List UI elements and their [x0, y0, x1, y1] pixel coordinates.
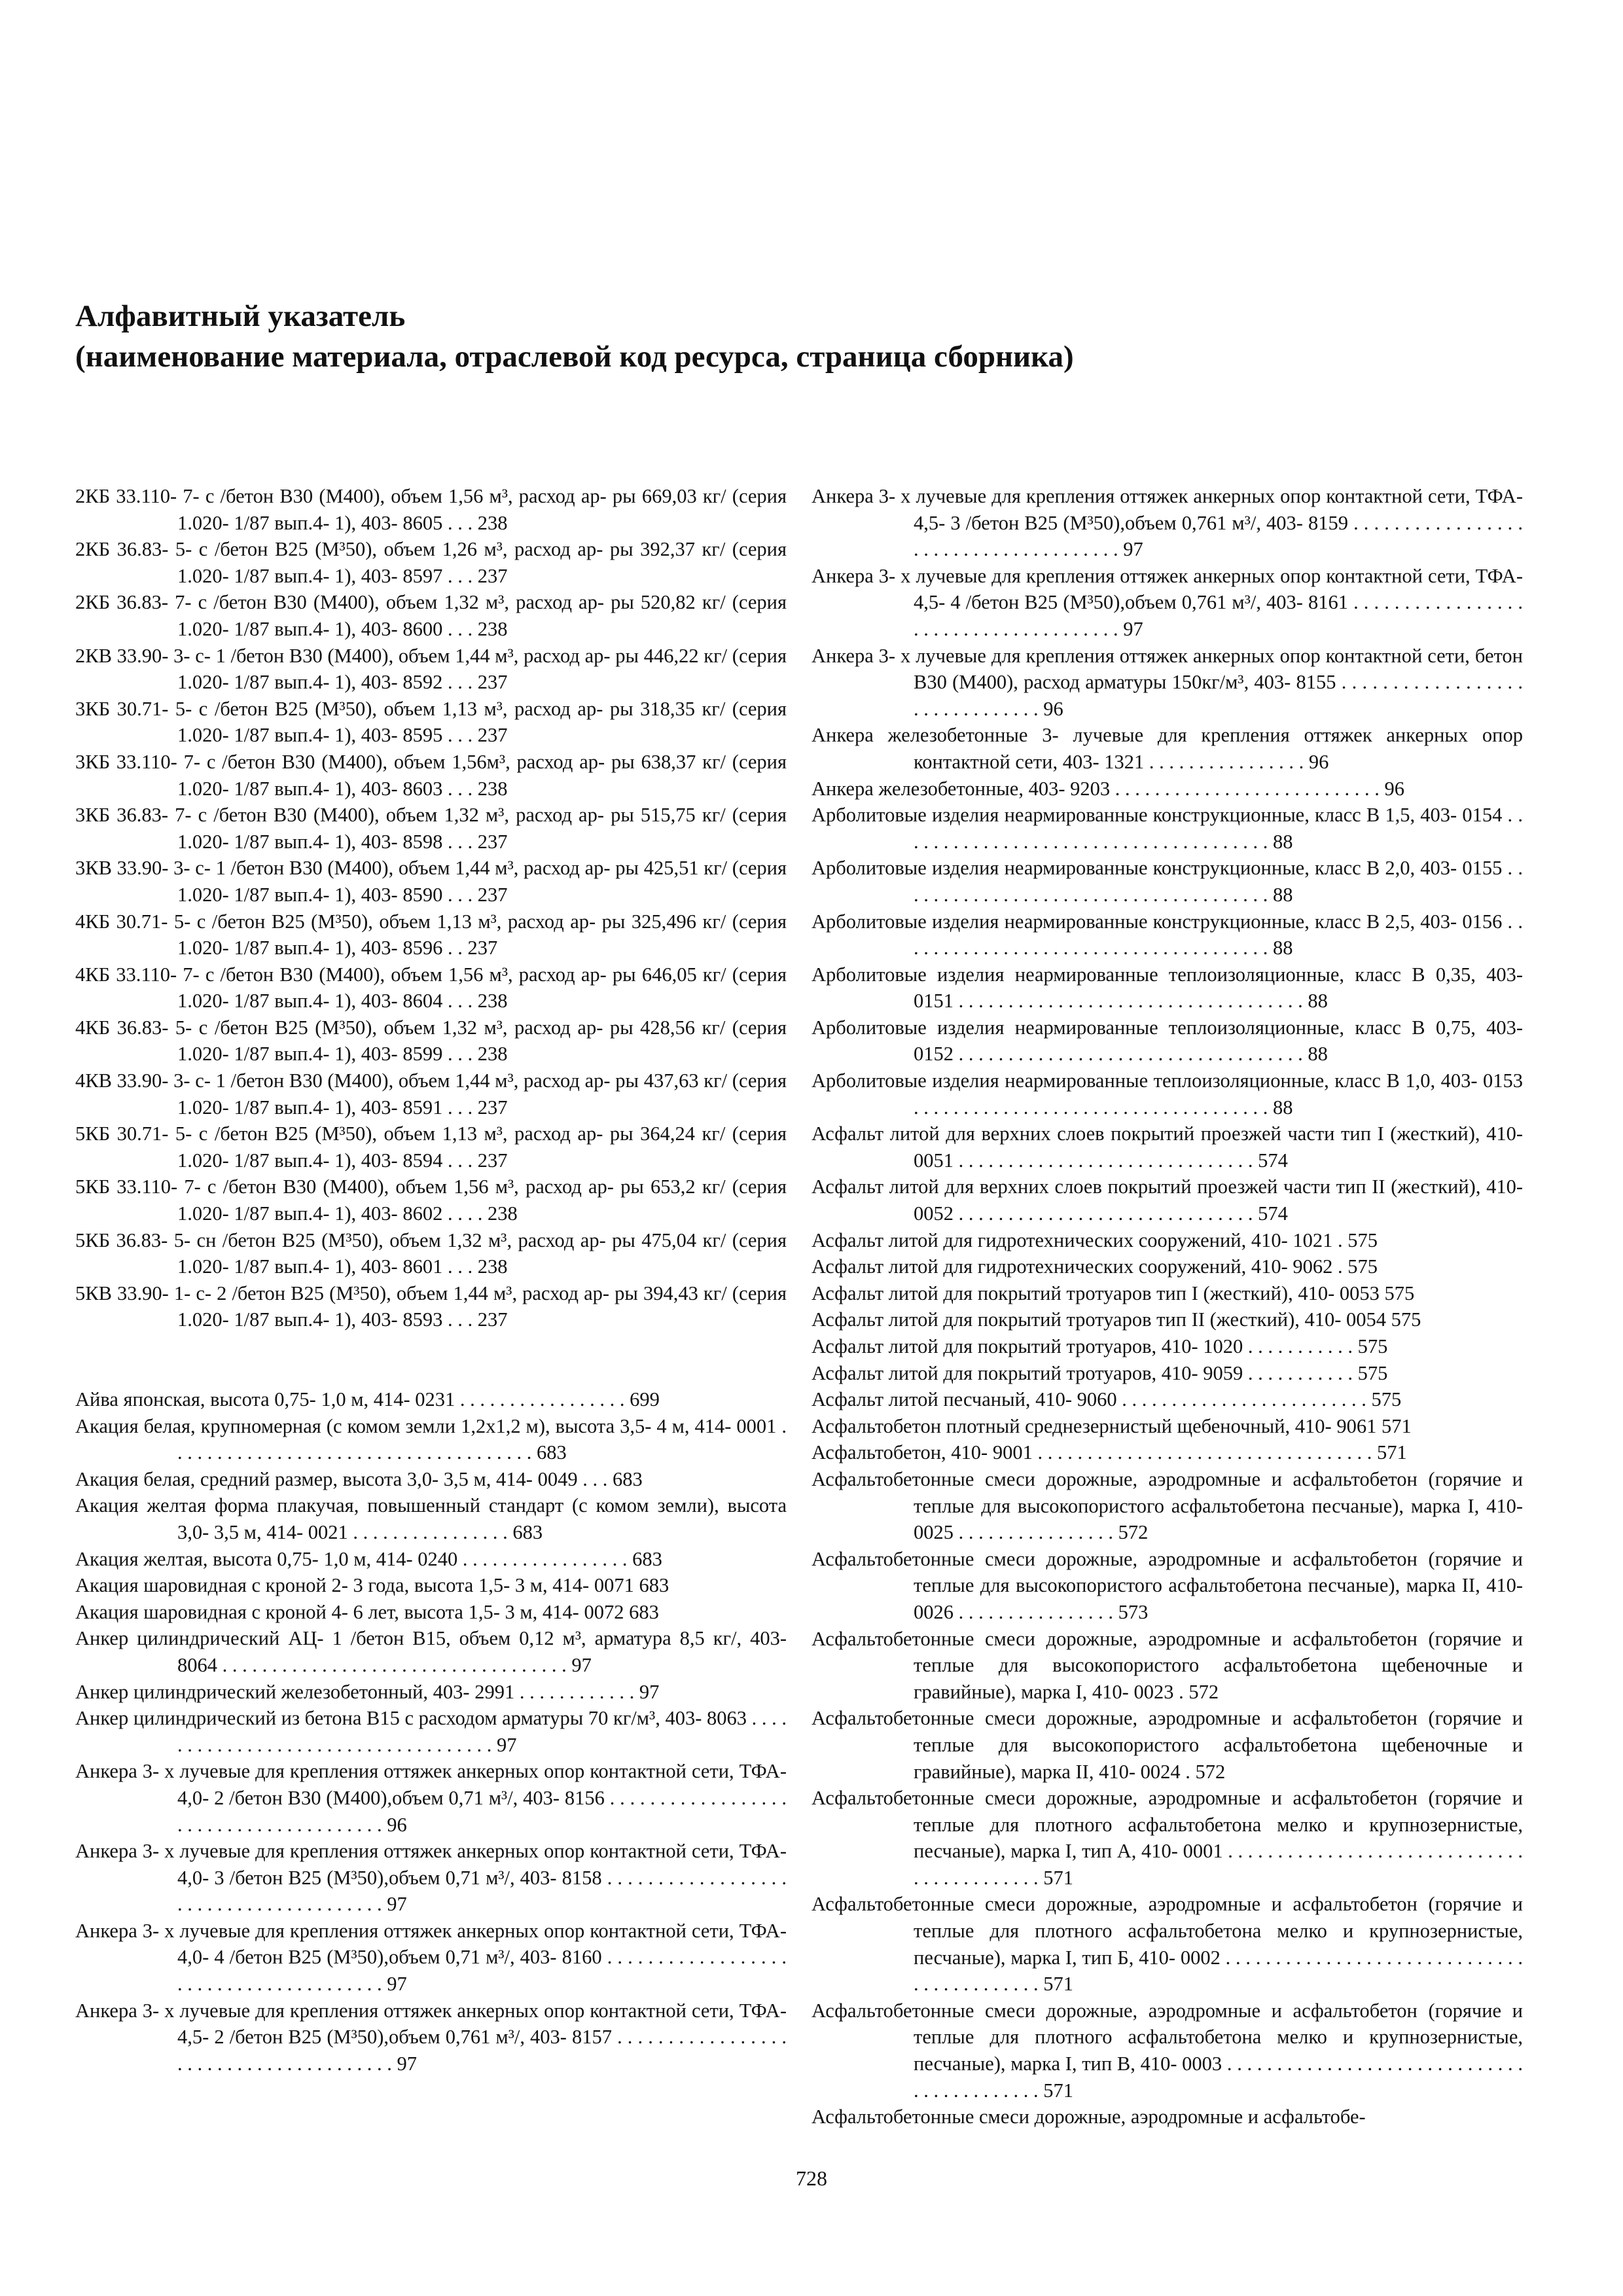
index-entry: Анкера 3- х лучевые для крепления оттяжек анкерных опор контактной сети, ТФА- 4,5- 2 /бетон В25 (М³50),объем 0,761 м³/, 403- 8157 . . . . . . . . . . . . . . . . . . . . . . . . . . . . . . . . . . . . . . . 97: [75, 1999, 787, 2075]
index-entry: 4КБ 36.83- 5- с /бетон В25 (М³50), объем 1,32 м³, расход ар- ры 428,56 кг/ (серия 1.020- 1/87 вып.4- 1), 403- 8599 . . . 238: [75, 1016, 787, 1066]
index-entry: 4КБ 30.71- 5- с /бетон В25 (М³50), объем 1,13 м³, расход ар- ры 325,496 кг/ (серия 1.020- 1/87 вып.4- 1), 403- 8596 . . 237: [75, 910, 787, 960]
index-entry: Анкера железобетонные 3- лучевые для крепления оттяжек анкерных опор контактной сети, 403- 1321 . . . . . . . . . . . . . . . . 96: [812, 724, 1523, 773]
index-entry: Асфальт литой для гидротехнических сооружений, 410- 9062 . 575: [812, 1255, 1378, 1278]
index-entry: Асфальт литой для верхних слоев покрытий проезжей части тип I (жесткий), 410- 0051 . . . . . . . . . . . . . . . . . . . . . . . . . . . . . . 574: [812, 1122, 1523, 1172]
index-entry: Акация шаровидная с кроной 4- 6 лет, высота 1,5- 3 м, 414- 0072 683: [75, 1600, 659, 1623]
page-title-block: [75, 296, 1580, 377]
index-entry: Анкер цилиндрический железобетонный, 403- 2991 . . . . . . . . . . . . 97: [75, 1680, 660, 1703]
index-entry: 2КВ 33.90- 3- с- 1 /бетон В30 (М400), объем 1,44 м³, расход ар- ры 446,22 кг/ (серия 1.020- 1/87 вып.4- 1), 403- 8592 . . . 237: [75, 644, 787, 694]
index-entry: Анкера 3- х лучевые для крепления оттяжек анкерных опор контактной сети, ТФА- 4,0- 3 /бетон В25 (М³50),объем 0,71 м³/, 403- 8158 . . . . . . . . . . . . . . . . . . . . . . . . . . . . . . . . . . . . . . . 97: [75, 1840, 787, 1916]
index-entry: Асфальтобетон, 410- 9001 . . . . . . . . . . . . . . . . . . . . . . . . . . . . . . . . . . 571: [812, 1441, 1407, 1464]
index-entry: Анкера железобетонные, 403- 9203 . . . . . . . . . . . . . . . . . . . . . . . . . . . 96: [812, 777, 1404, 800]
index-entry: Анкера 3- х лучевые для крепления оттяжек анкерных опор контактной сети, ТФА- 4,5- 3 /бетон В25 (М³50),объем 0,761 м³/, 403- 8159 . . . . . . . . . . . . . . . . . . . . . . . . . . . . . . . . . . . . . . 97: [812, 485, 1523, 561]
index-entry: 2КБ 36.83- 7- с /бетон В30 (М400), объем 1,32 м³, расход ар- ры 520,82 кг/ (серия 1.020- 1/87 вып.4- 1), 403- 8600 . . . 238: [75, 591, 787, 640]
index-entry: Асфальт литой для покрытий тротуаров тип I (жесткий), 410- 0053 575: [812, 1282, 1415, 1304]
index-entry: 3КВ 33.90- 3- с- 1 /бетон В30 (М400), объем 1,44 м³, расход ар- ры 425,51 кг/ (серия 1.020- 1/87 вып.4- 1), 403- 8590 . . . 237: [75, 857, 787, 906]
index-group-codes: [75, 483, 787, 1333]
index-entry: Асфальтобетонные смеси дорожные, аэродромные и асфальтобетон (горячие и теплые для плотного асфальтобетона мелко и крупнозернистые, песчаные), марка I, тип Б, 410- 0002 . . . . . . . . . . . . . . . . . . . . . . . . . . . . . . . . . . . . . . . . . . . 571: [812, 1893, 1523, 1996]
index-entry: 3КБ 33.110- 7- с /бетон В30 (М400), объем 1,56м³, расход ар- ры 638,37 кг/ (серия 1.020- 1/87 вып.4- 1), 403- 8603 . . . 238: [75, 750, 787, 800]
index-entry: 5КВ 33.90- 1- с- 2 /бетон В25 (М³50), объем 1,44 м³, расход ар- ры 394,43 кг/ (серия 1.020- 1/87 вып.4- 1), 403- 8593 . . . 237: [75, 1282, 787, 1331]
index-entry: 4КВ 33.90- 3- с- 1 /бетон В30 (М400), объем 1,44 м³, расход ар- ры 437,63 кг/ (серия 1.020- 1/87 вып.4- 1), 403- 8591 . . . 237: [75, 1069, 787, 1119]
index-entry: Анкера 3- х лучевые для крепления оттяжек анкерных опор контактной сети, бетон В30 (М400), расход арматуры 150кг/м³, 403- 8155 . . . . . . . . . . . . . . . . . . . . . . . . . . . . . . . 96: [812, 644, 1523, 720]
index-entry: Арболитовые изделия неармированные конструкционные, класс В 2,5, 403- 0156 . . . . . . . . . . . . . . . . . . . . . . . . . . . . . . . . . . . . . . 88: [812, 910, 1523, 960]
index-entry: Арболитовые изделия неармированные конструкционные, класс В 1,5, 403- 0154 . . . . . . . . . . . . . . . . . . . . . . . . . . . . . . . . . . . . . . 88: [812, 804, 1523, 853]
index-entry: Асфальтобетон плотный среднезернистый щебеночный, 410- 9061 571: [812, 1414, 1412, 1437]
index-entry: Асфальтобетонные смеси дорожные, аэродромные и асфальтобетон (горячие и теплые для плотного асфальтобетона мелко и крупнозернистые, песчаные), марка I, тип В, 410- 0003 . . . . . . . . . . . . . . . . . . . . . . . . . . . . . . . . . . . . . . . . . . . 571: [812, 1999, 1523, 2102]
index-entry: Асфальт литой для покрытий тротуаров, 410- 9059 . . . . . . . . . . . 575: [812, 1361, 1388, 1384]
index-entry: Акация желтая форма плакучая, повышенный стандарт (с комом земли), высота 3,0- 3,5 м, 414- 0021 . . . . . . . . . . . . . . . . 683: [75, 1494, 787, 1543]
index-entry: Акация белая, средний размер, высота 3,0- 3,5 м, 414- 0049 . . . 683: [75, 1467, 643, 1490]
index-entry: Анкера 3- х лучевые для крепления оттяжек анкерных опор контактной сети, ТФА- 4,0- 4 /бетон В25 (М³50),объем 0,71 м³/, 403- 8160 . . . . . . . . . . . . . . . . . . . . . . . . . . . . . . . . . . . . . . . 97: [75, 1919, 787, 1996]
index-entry: Асфальт литой для верхних слоев покрытий проезжей части тип II (жесткий), 410- 0052 . . . . . . . . . . . . . . . . . . . . . . . . . . . . . . 574: [812, 1175, 1523, 1225]
index-entry: 5КБ 36.83- 5- сн /бетон В25 (М³50), объем 1,32 м³, расход ар- ры 475,04 кг/ (серия 1.020- 1/87 вып.4- 1), 403- 8601 . . . 238: [75, 1229, 787, 1278]
index-group-letter-a: [75, 1386, 787, 2077]
index-entry: 5КБ 30.71- 5- с /бетон В25 (М³50), объем 1,13 м³, расход ар- ры 364,24 кг/ (серия 1.020- 1/87 вып.4- 1), 403- 8594 . . . 237: [75, 1122, 787, 1172]
index-column-right: [812, 483, 1523, 2130]
index-entry: Анкера 3- х лучевые для крепления оттяжек анкерных опор контактной сети, ТФА- 4,0- 2 /бетон В30 (М400),объем 0,71 м³/, 403- 8156 . . . . . . . . . . . . . . . . . . . . . . . . . . . . . . . . . . . . . . . 96: [75, 1760, 787, 1836]
index-entry: Арболитовые изделия неармированные конструкционные, класс В 2,0, 403- 0155 . . . . . . . . . . . . . . . . . . . . . . . . . . . . . . . . . . . . . . 88: [812, 857, 1523, 906]
index-entry: Асфальтобетонные смеси дорожные, аэродромные и асфальтобетон (горячие и теплые для высокопористого асфальтобетона песчаные), марка I, 410- 0025 . . . . . . . . . . . . . . . . 572: [812, 1467, 1523, 1544]
index-entry: 3КБ 30.71- 5- с /бетон В25 (М³50), объем 1,13 м³, расход ар- ры 318,35 кг/ (серия 1.020- 1/87 вып.4- 1), 403- 8595 . . . 237: [75, 697, 787, 747]
index-entry: 3КБ 36.83- 7- с /бетон В30 (М400), объем 1,32 м³, расход ар- ры 515,75 кг/ (серия 1.020- 1/87 вып.4- 1), 403- 8598 . . . 237: [75, 804, 787, 853]
page-subtitle: (наименование материала, отраслевой код ресурса, страница сборника): [75, 340, 1074, 374]
index-entry: Арболитовые изделия неармированные теплоизоляционные, класс В 0,35, 403- 0151 . . . . . . . . . . . . . . . . . . . . . . . . . . . . . . . . . . . 88: [812, 963, 1523, 1013]
index-entry: Асфальтобетонные смеси дорожные, аэродромные и асфальтобетон (горячие и теплые для высокопористого асфальтобетона песчаные), марка II, 410- 0026 . . . . . . . . . . . . . . . . 573: [812, 1547, 1523, 1623]
index-entry: Асфальтобетонные смеси дорожные, аэродромные и асфальтобетон (горячие и теплые для плотного асфальтобетона мелко и крупнозернистые, песчаные), марка I, тип А, 410- 0001 . . . . . . . . . . . . . . . . . . . . . . . . . . . . . . . . . . . . . . . . . . . 571: [812, 1787, 1523, 1889]
index-entry: Арболитовые изделия неармированные теплоизоляционные, класс В 0,75, 403- 0152 . . . . . . . . . . . . . . . . . . . . . . . . . . . . . . . . . . . 88: [812, 1016, 1523, 1066]
index-entry: 5КБ 33.110- 7- с /бетон В30 (М400), объем 1,56 м³, расход ар- ры 653,2 кг/ (серия 1.020- 1/87 вып.4- 1), 403- 8602 . . . . 238: [75, 1175, 787, 1225]
index-entry: Акация шаровидная с кроной 2- 3 года, высота 1,5- 3 м, 414- 0071 683: [75, 1574, 669, 1597]
index-entry: Асфальтобетонные смеси дорожные, аэродромные и асфальтобетон (горячие и теплые для высокопористого асфальтобетона щебеночные и гравийные), марка I, 410- 0023 . 572: [812, 1627, 1523, 1703]
page-number: 728: [796, 2166, 827, 2190]
index-column-left: [75, 483, 787, 2077]
index-entry: Анкер цилиндрический из бетона В15 с расходом арматуры 70 кг/м³, 403- 8063 . . . . . . . . . . . . . . . . . . . . . . . . . . . . . . . . . . . . 97: [75, 1707, 787, 1756]
index-entry: Асфальт литой песчаный, 410- 9060 . . . . . . . . . . . . . . . . . . . . . . . . . 575: [812, 1388, 1402, 1411]
index-entry: Акация белая, крупномерная (с комом земли 1,2х1,2 м), высота 3,5- 4 м, 414- 0001 . . . . . . . . . . . . . . . . . . . . . . . . . . . . . . . . . . . . . 683: [75, 1414, 787, 1464]
index-entry: Асфальт литой для покрытий тротуаров тип II (жесткий), 410- 0054 575: [812, 1308, 1421, 1331]
group-spacer: [75, 1333, 787, 1386]
index-entry: Асфальт литой для гидротехнических сооружений, 410- 1021 . 575: [812, 1229, 1378, 1251]
page-title: Алфавитный указатель: [75, 299, 406, 333]
index-entry: Анкер цилиндрический АЦ- 1 /бетон В15, объем 0,12 м³, арматура 8,5 кг/, 403- 8064 . . . . . . . . . . . . . . . . . . . . . . . . . . . . . . . . . . . 97: [75, 1627, 787, 1676]
index-entry: 2КБ 33.110- 7- с /бетон В30 (М400), объем 1,56 м³, расход ар- ры 669,03 кг/ (серия 1.020- 1/87 вып.4- 1), 403- 8605 . . . 238: [75, 485, 787, 534]
index-entry: 2КБ 36.83- 5- с /бетон В25 (М³50), объем 1,26 м³, расход ар- ры 392,37 кг/ (серия 1.020- 1/87 вып.4- 1), 403- 8597 . . . 237: [75, 538, 787, 587]
index-entry: Акация желтая, высота 0,75- 1,0 м, 414- 0240 . . . . . . . . . . . . . . . . . 683: [75, 1547, 662, 1570]
index-entry: Арболитовые изделия неармированные теплоизоляционные, класс В 1,0, 403- 0153 . . . . . . . . . . . . . . . . . . . . . . . . . . . . . . . . . . . . 88: [812, 1069, 1523, 1119]
index-entry: Асфальтобетонные смеси дорожные, аэродромные и асфальтобе-: [812, 2106, 1366, 2128]
index-entry: Анкера 3- х лучевые для крепления оттяжек анкерных опор контактной сети, ТФА- 4,5- 4 /бетон В25 (М³50),объем 0,761 м³/, 403- 8161 . . . . . . . . . . . . . . . . . . . . . . . . . . . . . . . . . . . . . . 97: [812, 564, 1523, 640]
index-entry: 4КБ 33.110- 7- с /бетон В30 (М400), объем 1,56 м³, расход ар- ры 646,05 кг/ (серия 1.020- 1/87 вып.4- 1), 403- 8604 . . . 238: [75, 963, 787, 1013]
index-entry: Асфальт литой для покрытий тротуаров, 410- 1020 . . . . . . . . . . . 575: [812, 1335, 1388, 1357]
index-entry: Асфальтобетонные смеси дорожные, аэродромные и асфальтобетон (горячие и теплые для высокопористого асфальтобетона щебеночные и гравийные), марка II, 410- 0024 . 572: [812, 1707, 1523, 1783]
index-entry: Айва японская, высота 0,75- 1,0 м, 414- 0231 . . . . . . . . . . . . . . . . . 699: [75, 1388, 660, 1410]
